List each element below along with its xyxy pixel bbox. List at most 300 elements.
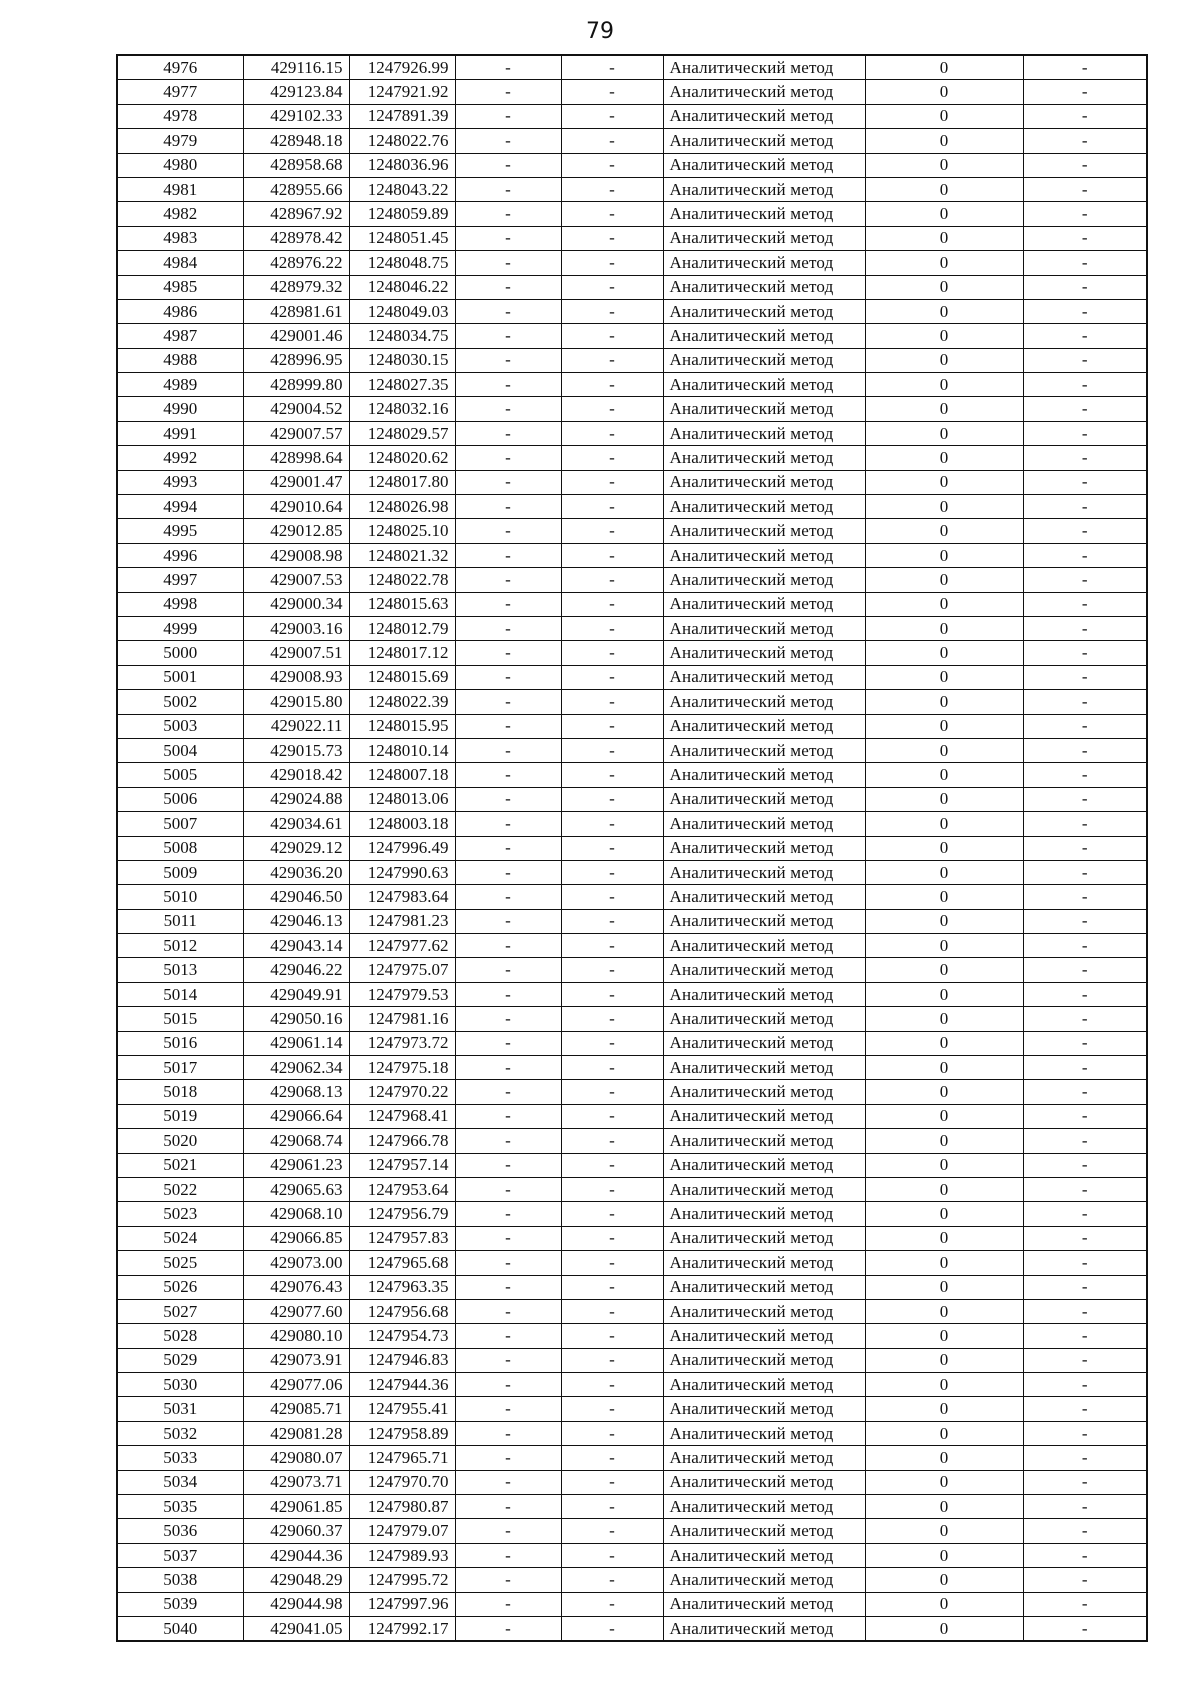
empty-value-cell: - <box>1023 1299 1147 1323</box>
x-coordinate-cell: 429018.42 <box>243 763 349 787</box>
empty-value-cell: - <box>1023 616 1147 640</box>
x-coordinate-cell: 428998.64 <box>243 446 349 470</box>
error-value-cell: 0 <box>865 1056 1023 1080</box>
error-value-cell: 0 <box>865 1348 1023 1372</box>
empty-value-cell: - <box>455 1129 561 1153</box>
empty-value-cell: - <box>455 641 561 665</box>
y-coordinate-cell: 1247996.49 <box>349 836 455 860</box>
x-coordinate-cell: 429029.12 <box>243 836 349 860</box>
x-coordinate-cell: 428979.32 <box>243 275 349 299</box>
empty-value-cell: - <box>561 934 663 958</box>
error-value-cell: 0 <box>865 690 1023 714</box>
empty-value-cell: - <box>561 495 663 519</box>
point-number-cell: 5003 <box>117 714 243 738</box>
point-number-cell: 5034 <box>117 1470 243 1494</box>
empty-value-cell: - <box>455 543 561 567</box>
table-row <box>117 226 1147 250</box>
empty-value-cell: - <box>561 860 663 884</box>
empty-value-cell: - <box>1023 714 1147 738</box>
x-coordinate-cell: 429102.33 <box>243 104 349 128</box>
point-number-cell: 4985 <box>117 275 243 299</box>
error-value-cell: 0 <box>865 1177 1023 1201</box>
empty-value-cell: - <box>1023 1324 1147 1348</box>
method-cell: Аналитический метод <box>663 1177 865 1201</box>
method-cell: Аналитический метод <box>663 909 865 933</box>
table-row <box>117 1153 1147 1177</box>
y-coordinate-cell: 1247997.96 <box>349 1592 455 1616</box>
error-value-cell: 0 <box>865 763 1023 787</box>
point-number-cell: 5005 <box>117 763 243 787</box>
empty-value-cell: - <box>1023 641 1147 665</box>
empty-value-cell: - <box>561 543 663 567</box>
empty-value-cell: - <box>1023 1592 1147 1616</box>
method-cell: Аналитический метод <box>663 421 865 445</box>
error-value-cell: 0 <box>865 153 1023 177</box>
empty-value-cell: - <box>1023 934 1147 958</box>
empty-value-cell: - <box>455 1056 561 1080</box>
x-coordinate-cell: 429043.14 <box>243 934 349 958</box>
empty-value-cell: - <box>455 714 561 738</box>
table-row <box>117 1299 1147 1323</box>
error-value-cell: 0 <box>865 1299 1023 1323</box>
empty-value-cell: - <box>561 104 663 128</box>
method-cell: Аналитический метод <box>663 934 865 958</box>
y-coordinate-cell: 1247983.64 <box>349 885 455 909</box>
empty-value-cell: - <box>561 1080 663 1104</box>
error-value-cell: 0 <box>865 348 1023 372</box>
x-coordinate-cell: 428996.95 <box>243 348 349 372</box>
x-coordinate-cell: 429048.29 <box>243 1568 349 1592</box>
method-cell: Аналитический метод <box>663 1446 865 1470</box>
point-number-cell: 5011 <box>117 909 243 933</box>
empty-value-cell: - <box>1023 836 1147 860</box>
empty-value-cell: - <box>561 153 663 177</box>
table-row <box>117 592 1147 616</box>
empty-value-cell: - <box>455 519 561 543</box>
error-value-cell: 0 <box>865 1543 1023 1567</box>
empty-value-cell: - <box>455 104 561 128</box>
method-cell: Аналитический метод <box>663 55 865 80</box>
y-coordinate-cell: 1248049.03 <box>349 299 455 323</box>
point-number-cell: 4982 <box>117 202 243 226</box>
error-value-cell: 0 <box>865 982 1023 1006</box>
method-cell: Аналитический метод <box>663 1080 865 1104</box>
y-coordinate-cell: 1248032.16 <box>349 397 455 421</box>
point-number-cell: 5007 <box>117 812 243 836</box>
y-coordinate-cell: 1247957.83 <box>349 1226 455 1250</box>
y-coordinate-cell: 1247981.16 <box>349 1007 455 1031</box>
method-cell: Аналитический метод <box>663 397 865 421</box>
error-value-cell: 0 <box>865 202 1023 226</box>
error-value-cell: 0 <box>865 1397 1023 1421</box>
x-coordinate-cell: 429060.37 <box>243 1519 349 1543</box>
empty-value-cell: - <box>561 1421 663 1445</box>
empty-value-cell: - <box>1023 153 1147 177</box>
empty-value-cell: - <box>455 958 561 982</box>
empty-value-cell: - <box>561 1519 663 1543</box>
error-value-cell: 0 <box>865 519 1023 543</box>
empty-value-cell: - <box>1023 1543 1147 1567</box>
y-coordinate-cell: 1248027.35 <box>349 373 455 397</box>
method-cell: Аналитический метод <box>663 1324 865 1348</box>
empty-value-cell: - <box>561 1543 663 1567</box>
empty-value-cell: - <box>1023 324 1147 348</box>
point-number-cell: 4978 <box>117 104 243 128</box>
table-row <box>117 153 1147 177</box>
y-coordinate-cell: 1247995.72 <box>349 1568 455 1592</box>
y-coordinate-cell: 1248003.18 <box>349 812 455 836</box>
point-number-cell: 5002 <box>117 690 243 714</box>
point-number-cell: 5006 <box>117 787 243 811</box>
x-coordinate-cell: 429036.20 <box>243 860 349 884</box>
x-coordinate-cell: 429123.84 <box>243 80 349 104</box>
table-row <box>117 1202 1147 1226</box>
point-number-cell: 5020 <box>117 1129 243 1153</box>
coordinates-table <box>116 54 1148 1642</box>
table-row <box>117 1373 1147 1397</box>
y-coordinate-cell: 1247953.64 <box>349 1177 455 1201</box>
x-coordinate-cell: 429046.13 <box>243 909 349 933</box>
y-coordinate-cell: 1247979.53 <box>349 982 455 1006</box>
x-coordinate-cell: 428999.80 <box>243 373 349 397</box>
x-coordinate-cell: 429068.10 <box>243 1202 349 1226</box>
error-value-cell: 0 <box>865 397 1023 421</box>
point-number-cell: 4990 <box>117 397 243 421</box>
method-cell: Аналитический метод <box>663 324 865 348</box>
empty-value-cell: - <box>455 1617 561 1642</box>
y-coordinate-cell: 1248015.69 <box>349 665 455 689</box>
empty-value-cell: - <box>455 860 561 884</box>
method-cell: Аналитический метод <box>663 1348 865 1372</box>
method-cell: Аналитический метод <box>663 958 865 982</box>
x-coordinate-cell: 429066.64 <box>243 1104 349 1128</box>
empty-value-cell: - <box>1023 690 1147 714</box>
empty-value-cell: - <box>1023 1031 1147 1055</box>
y-coordinate-cell: 1247956.79 <box>349 1202 455 1226</box>
empty-value-cell: - <box>561 1495 663 1519</box>
method-cell: Аналитический метод <box>663 1519 865 1543</box>
error-value-cell: 0 <box>865 470 1023 494</box>
empty-value-cell: - <box>455 421 561 445</box>
method-cell: Аналитический метод <box>663 1275 865 1299</box>
empty-value-cell: - <box>1023 1348 1147 1372</box>
empty-value-cell: - <box>561 1299 663 1323</box>
method-cell: Аналитический метод <box>663 860 865 884</box>
error-value-cell: 0 <box>865 1470 1023 1494</box>
empty-value-cell: - <box>455 1251 561 1275</box>
empty-value-cell: - <box>455 80 561 104</box>
y-coordinate-cell: 1247963.35 <box>349 1275 455 1299</box>
error-value-cell: 0 <box>865 1324 1023 1348</box>
point-number-cell: 4981 <box>117 177 243 201</box>
point-number-cell: 5017 <box>117 1056 243 1080</box>
error-value-cell: 0 <box>865 641 1023 665</box>
table-row <box>117 421 1147 445</box>
empty-value-cell: - <box>455 1592 561 1616</box>
point-number-cell: 4992 <box>117 446 243 470</box>
table-row <box>117 1080 1147 1104</box>
table-row <box>117 543 1147 567</box>
empty-value-cell: - <box>455 1031 561 1055</box>
empty-value-cell: - <box>1023 1519 1147 1543</box>
y-coordinate-cell: 1248030.15 <box>349 348 455 372</box>
x-coordinate-cell: 429044.36 <box>243 1543 349 1567</box>
error-value-cell: 0 <box>865 1446 1023 1470</box>
error-value-cell: 0 <box>865 1007 1023 1031</box>
table-row <box>117 1007 1147 1031</box>
error-value-cell: 0 <box>865 1153 1023 1177</box>
table-row <box>117 1226 1147 1250</box>
table-row <box>117 446 1147 470</box>
method-cell: Аналитический метод <box>663 665 865 689</box>
empty-value-cell: - <box>1023 1177 1147 1201</box>
x-coordinate-cell: 428948.18 <box>243 129 349 153</box>
empty-value-cell: - <box>1023 397 1147 421</box>
method-cell: Аналитический метод <box>663 1543 865 1567</box>
error-value-cell: 0 <box>865 446 1023 470</box>
empty-value-cell: - <box>455 1397 561 1421</box>
x-coordinate-cell: 429024.88 <box>243 787 349 811</box>
table-body <box>117 55 1147 1641</box>
empty-value-cell: - <box>455 177 561 201</box>
x-coordinate-cell: 429065.63 <box>243 1177 349 1201</box>
empty-value-cell: - <box>1023 177 1147 201</box>
error-value-cell: 0 <box>865 324 1023 348</box>
method-cell: Аналитический метод <box>663 153 865 177</box>
empty-value-cell: - <box>1023 1226 1147 1250</box>
method-cell: Аналитический метод <box>663 714 865 738</box>
empty-value-cell: - <box>561 1617 663 1642</box>
empty-value-cell: - <box>1023 1056 1147 1080</box>
method-cell: Аналитический метод <box>663 1056 865 1080</box>
table-row <box>117 1056 1147 1080</box>
table-row <box>117 80 1147 104</box>
empty-value-cell: - <box>1023 55 1147 80</box>
empty-value-cell: - <box>1023 373 1147 397</box>
error-value-cell: 0 <box>865 1592 1023 1616</box>
table-row <box>117 348 1147 372</box>
empty-value-cell: - <box>1023 421 1147 445</box>
y-coordinate-cell: 1248034.75 <box>349 324 455 348</box>
empty-value-cell: - <box>561 909 663 933</box>
empty-value-cell: - <box>561 421 663 445</box>
x-coordinate-cell: 429080.10 <box>243 1324 349 1348</box>
error-value-cell: 0 <box>865 787 1023 811</box>
point-number-cell: 4979 <box>117 129 243 153</box>
table-row <box>117 1177 1147 1201</box>
x-coordinate-cell: 429044.98 <box>243 1592 349 1616</box>
empty-value-cell: - <box>455 1299 561 1323</box>
method-cell: Аналитический метод <box>663 568 865 592</box>
empty-value-cell: - <box>561 1007 663 1031</box>
y-coordinate-cell: 1248015.63 <box>349 592 455 616</box>
y-coordinate-cell: 1247956.68 <box>349 1299 455 1323</box>
x-coordinate-cell: 428976.22 <box>243 251 349 275</box>
table-row <box>117 1324 1147 1348</box>
method-cell: Аналитический метод <box>663 80 865 104</box>
error-value-cell: 0 <box>865 80 1023 104</box>
error-value-cell: 0 <box>865 934 1023 958</box>
table-row <box>117 714 1147 738</box>
method-cell: Аналитический метод <box>663 1397 865 1421</box>
method-cell: Аналитический метод <box>663 202 865 226</box>
point-number-cell: 5036 <box>117 1519 243 1543</box>
error-value-cell: 0 <box>865 885 1023 909</box>
point-number-cell: 5021 <box>117 1153 243 1177</box>
error-value-cell: 0 <box>865 543 1023 567</box>
empty-value-cell: - <box>561 616 663 640</box>
empty-value-cell: - <box>561 763 663 787</box>
empty-value-cell: - <box>455 738 561 762</box>
y-coordinate-cell: 1248017.12 <box>349 641 455 665</box>
error-value-cell: 0 <box>865 1373 1023 1397</box>
empty-value-cell: - <box>1023 1007 1147 1031</box>
point-number-cell: 5033 <box>117 1446 243 1470</box>
table-row <box>117 568 1147 592</box>
method-cell: Аналитический метод <box>663 690 865 714</box>
empty-value-cell: - <box>561 958 663 982</box>
table-row <box>117 982 1147 1006</box>
table-row <box>117 1397 1147 1421</box>
empty-value-cell: - <box>455 787 561 811</box>
empty-value-cell: - <box>455 665 561 689</box>
empty-value-cell: - <box>1023 1568 1147 1592</box>
method-cell: Аналитический метод <box>663 763 865 787</box>
empty-value-cell: - <box>561 836 663 860</box>
y-coordinate-cell: 1247975.18 <box>349 1056 455 1080</box>
table-row <box>117 1104 1147 1128</box>
error-value-cell: 0 <box>865 495 1023 519</box>
method-cell: Аналитический метод <box>663 226 865 250</box>
method-cell: Аналитический метод <box>663 616 865 640</box>
empty-value-cell: - <box>561 1592 663 1616</box>
table-row <box>117 129 1147 153</box>
point-number-cell: 5040 <box>117 1617 243 1642</box>
empty-value-cell: - <box>561 324 663 348</box>
empty-value-cell: - <box>1023 202 1147 226</box>
method-cell: Аналитический метод <box>663 1617 865 1642</box>
error-value-cell: 0 <box>865 129 1023 153</box>
error-value-cell: 0 <box>865 860 1023 884</box>
point-number-cell: 5031 <box>117 1397 243 1421</box>
empty-value-cell: - <box>1023 1470 1147 1494</box>
point-number-cell: 4994 <box>117 495 243 519</box>
empty-value-cell: - <box>455 373 561 397</box>
empty-value-cell: - <box>1023 299 1147 323</box>
x-coordinate-cell: 429062.34 <box>243 1056 349 1080</box>
point-number-cell: 4987 <box>117 324 243 348</box>
empty-value-cell: - <box>455 1519 561 1543</box>
empty-value-cell: - <box>1023 470 1147 494</box>
error-value-cell: 0 <box>865 714 1023 738</box>
point-number-cell: 4991 <box>117 421 243 445</box>
error-value-cell: 0 <box>865 738 1023 762</box>
point-number-cell: 5008 <box>117 836 243 860</box>
point-number-cell: 5035 <box>117 1495 243 1519</box>
x-coordinate-cell: 429049.91 <box>243 982 349 1006</box>
empty-value-cell: - <box>561 519 663 543</box>
empty-value-cell: - <box>1023 1104 1147 1128</box>
y-coordinate-cell: 1247958.89 <box>349 1421 455 1445</box>
y-coordinate-cell: 1247968.41 <box>349 1104 455 1128</box>
empty-value-cell: - <box>1023 275 1147 299</box>
error-value-cell: 0 <box>865 1275 1023 1299</box>
empty-value-cell: - <box>1023 129 1147 153</box>
error-value-cell: 0 <box>865 836 1023 860</box>
table-row <box>117 1592 1147 1616</box>
error-value-cell: 0 <box>865 812 1023 836</box>
empty-value-cell: - <box>455 1202 561 1226</box>
method-cell: Аналитический метод <box>663 738 865 762</box>
empty-value-cell: - <box>455 1495 561 1519</box>
method-cell: Аналитический метод <box>663 543 865 567</box>
x-coordinate-cell: 429007.53 <box>243 568 349 592</box>
error-value-cell: 0 <box>865 1129 1023 1153</box>
point-number-cell: 5025 <box>117 1251 243 1275</box>
empty-value-cell: - <box>1023 812 1147 836</box>
point-number-cell: 5038 <box>117 1568 243 1592</box>
empty-value-cell: - <box>561 1446 663 1470</box>
x-coordinate-cell: 429008.93 <box>243 665 349 689</box>
method-cell: Аналитический метод <box>663 641 865 665</box>
empty-value-cell: - <box>455 1324 561 1348</box>
y-coordinate-cell: 1248020.62 <box>349 446 455 470</box>
method-cell: Аналитический метод <box>663 787 865 811</box>
y-coordinate-cell: 1247965.71 <box>349 1446 455 1470</box>
point-number-cell: 5030 <box>117 1373 243 1397</box>
x-coordinate-cell: 428955.66 <box>243 177 349 201</box>
empty-value-cell: - <box>455 1373 561 1397</box>
empty-value-cell: - <box>455 1421 561 1445</box>
table-row <box>117 1275 1147 1299</box>
y-coordinate-cell: 1247970.22 <box>349 1080 455 1104</box>
empty-value-cell: - <box>561 397 663 421</box>
method-cell: Аналитический метод <box>663 1031 865 1055</box>
empty-value-cell: - <box>455 1543 561 1567</box>
empty-value-cell: - <box>561 275 663 299</box>
empty-value-cell: - <box>1023 251 1147 275</box>
empty-value-cell: - <box>561 787 663 811</box>
x-coordinate-cell: 429068.74 <box>243 1129 349 1153</box>
empty-value-cell: - <box>1023 909 1147 933</box>
error-value-cell: 0 <box>865 299 1023 323</box>
empty-value-cell: - <box>561 1324 663 1348</box>
point-number-cell: 5023 <box>117 1202 243 1226</box>
empty-value-cell: - <box>1023 1275 1147 1299</box>
table-row <box>117 1543 1147 1567</box>
error-value-cell: 0 <box>865 177 1023 201</box>
method-cell: Аналитический метод <box>663 1202 865 1226</box>
table-row <box>117 665 1147 689</box>
empty-value-cell: - <box>1023 519 1147 543</box>
empty-value-cell: - <box>1023 495 1147 519</box>
table-row <box>117 738 1147 762</box>
table-row <box>117 763 1147 787</box>
empty-value-cell: - <box>1023 104 1147 128</box>
point-number-cell: 5028 <box>117 1324 243 1348</box>
y-coordinate-cell: 1247891.39 <box>349 104 455 128</box>
empty-value-cell: - <box>455 982 561 1006</box>
table-row <box>117 373 1147 397</box>
empty-value-cell: - <box>455 690 561 714</box>
x-coordinate-cell: 429001.46 <box>243 324 349 348</box>
y-coordinate-cell: 1248022.76 <box>349 129 455 153</box>
x-coordinate-cell: 429081.28 <box>243 1421 349 1445</box>
empty-value-cell: - <box>455 1177 561 1201</box>
empty-value-cell: - <box>455 592 561 616</box>
x-coordinate-cell: 429001.47 <box>243 470 349 494</box>
table-row <box>117 885 1147 909</box>
